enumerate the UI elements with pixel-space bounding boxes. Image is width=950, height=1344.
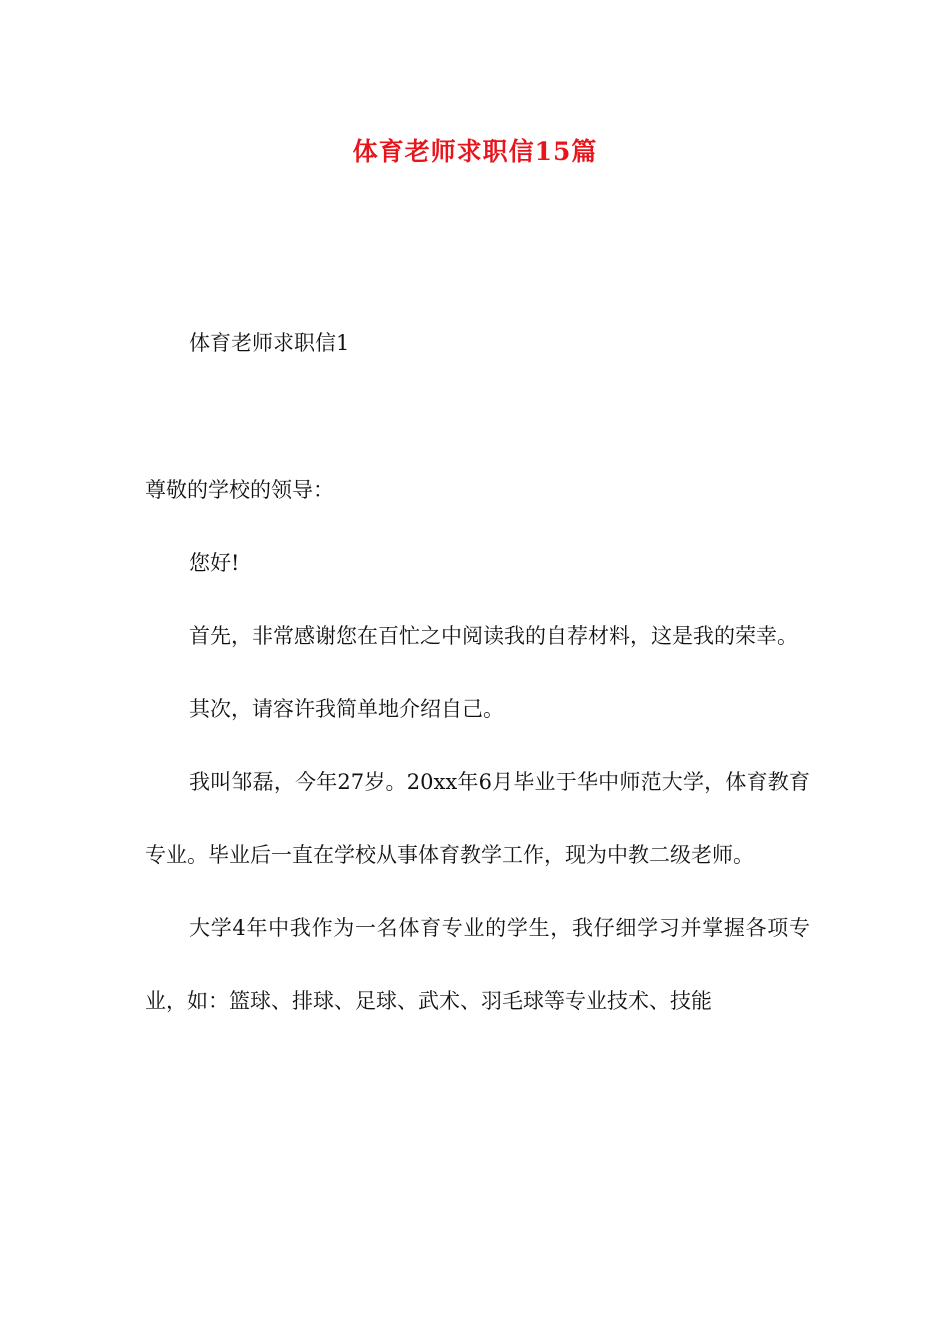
paragraph: 大学4年中我作为一名体育专业的学生，我仔细学习并掌握各项专业，如：篮球、排球、足球、武术、羽毛球等专业技术、技能 [145, 916, 810, 1013]
greeting: 您好! [189, 551, 240, 575]
section-heading: 体育老师求职信1 [189, 331, 350, 355]
document-title: 体育老师求职信15篇 [352, 137, 598, 166]
salutation: 尊敬的学校的领导： [145, 478, 334, 502]
paragraph: 我叫邹磊，今年27岁。20xx年6月毕业于华中师范大学，体育教育专业。毕业后一直在学校从事体育教学工作，现为中教二级老师。 [145, 770, 810, 867]
paragraph: 其次，请容许我简单地介绍自己。 [189, 697, 504, 721]
paragraph: 首先，非常感谢您在百忙之中阅读我的自荐材料，这是我的荣幸。 [189, 624, 798, 648]
letter-body [145, 454, 810, 1038]
